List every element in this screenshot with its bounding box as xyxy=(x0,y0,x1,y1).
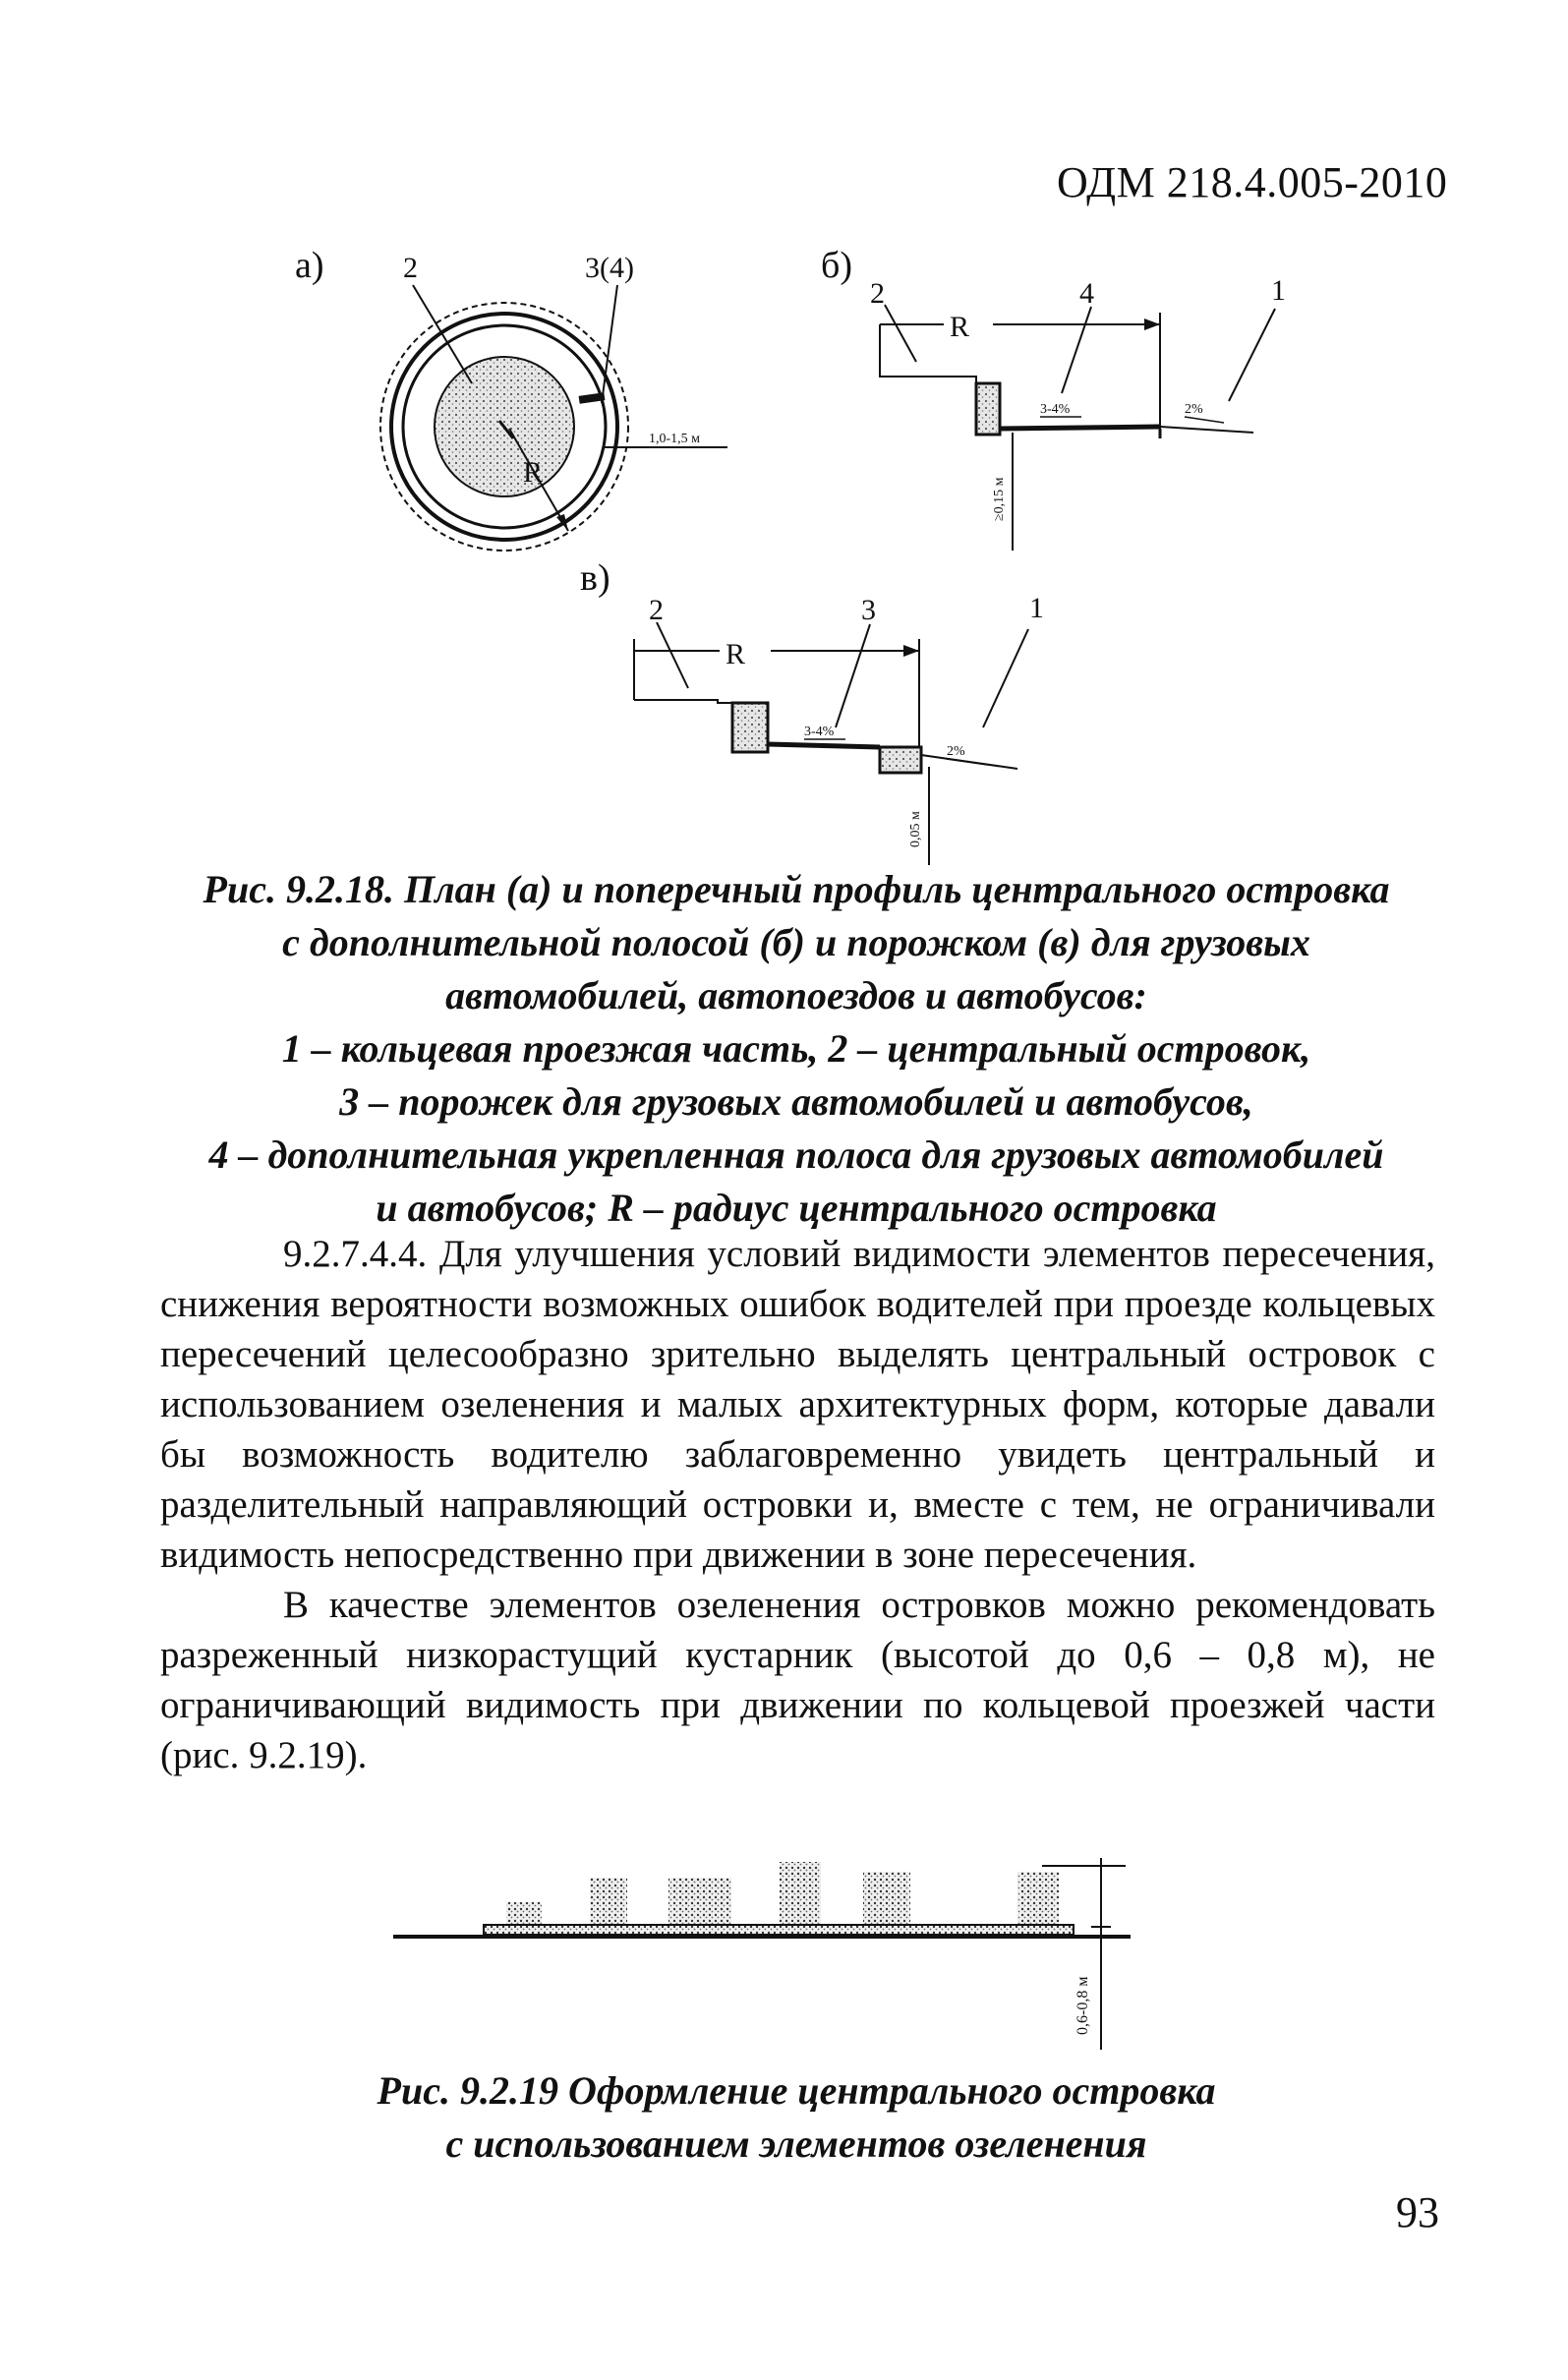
panel-c-slope-1: 3-4% xyxy=(804,725,835,739)
panel-c-threshold xyxy=(880,747,921,773)
height-label: 0,6-0,8 м xyxy=(1074,1976,1091,2035)
caption-line: и автобусов; R – радиус центрального островка xyxy=(376,1186,1217,1230)
shrub xyxy=(780,1862,821,1927)
panel-a-plan xyxy=(295,245,727,551)
caption-line: с дополнительной полосой (б) и порожком (в) для грузовых xyxy=(282,920,1310,964)
panel-a-label: а) xyxy=(295,245,324,286)
panel-c-callout-2: 2 xyxy=(649,594,664,626)
greenery-profile xyxy=(393,1858,1131,2050)
panel-a-callout-2: 2 xyxy=(403,252,418,284)
panel-b-profile xyxy=(821,245,1286,551)
island-surface xyxy=(484,1925,1074,1935)
document-code: ОДМ 218.4.005-2010 xyxy=(1057,158,1448,206)
panel-c-profile xyxy=(580,557,1044,865)
caption-line: 3 – порожек для грузовых автомобилей и автобусов, xyxy=(339,1079,1253,1124)
panel-a-width-label: 1,0-1,5 м xyxy=(649,432,701,446)
shrub xyxy=(1017,1872,1059,1927)
panel-b-callout-4: 4 xyxy=(1079,277,1094,310)
panel-a-callout-3-4: 3(4) xyxy=(585,252,634,284)
caption-line: с использованием элементов озеленения xyxy=(445,2121,1147,2166)
caption-line: Рис. 9.2.18. План (а) и поперечный профиль центрального островка xyxy=(203,867,1390,911)
shrub xyxy=(590,1878,627,1927)
panel-c-slope-2: 2% xyxy=(947,744,965,759)
panel-b-radius-label: R xyxy=(950,311,970,343)
panel-c-curb xyxy=(732,703,768,752)
panel-b-callout-2: 2 xyxy=(870,277,885,310)
panel-c-callout-1: 1 xyxy=(1029,592,1044,624)
paragraph: 9.2.7.4.4. Для улучшения условий видимости элементов пересечения, снижения вероятности возможных ошибок водителей при проезде кольцевых пересечений целесообразно зрительно выделять центральный островок с использованием озеленения и малых архитектурных форм, которые давали бы возможность водителю заблаговременно увидеть центральный и разделительный направляющий островки и, вместе с тем, не ограничивали видимость непосредственно при движении в зоне пересечения. xyxy=(160,1233,1435,1576)
panel-b-callout-1: 1 xyxy=(1271,274,1286,307)
caption-line: автомобилей, автопоездов и автобусов: xyxy=(445,973,1147,1017)
shrub xyxy=(506,1902,542,1927)
caption-line: Рис. 9.2.19 Оформление центрального островка xyxy=(377,2068,1216,2113)
panel-c-callout-3: 3 xyxy=(861,594,876,626)
panel-c-radius-label: R xyxy=(726,638,746,670)
body-text xyxy=(160,1229,1435,1780)
panel-c-label: в) xyxy=(580,557,610,599)
panel-b-curb xyxy=(976,383,1000,435)
panel-b-label: б) xyxy=(821,245,852,286)
panel-a-radius-label: R xyxy=(523,456,544,489)
page-number: 93 xyxy=(1396,2188,1439,2236)
figure-9-2-19-caption xyxy=(177,2064,1416,2171)
shrub xyxy=(863,1872,910,1927)
shrub xyxy=(668,1878,731,1927)
paragraph: В качестве элементов озеленения островков можно рекомендовать разреженный низкорастущий кустарник (высотой до 0,6 – 0,8 м), не ограничивающий видимость при движении по кольцевой проезжей части (рис. 9.2.19). xyxy=(160,1584,1435,1776)
panel-b-slope-2: 2% xyxy=(1185,402,1203,417)
figure-9-2-18 xyxy=(0,0,1568,865)
panel-c-height-label: 0,05 м xyxy=(908,811,923,847)
caption-line: 4 – дополнительная укрепленная полоса для грузовых автомобилей xyxy=(208,1132,1384,1177)
panel-b-height-label: ≥0,15 м xyxy=(992,477,1007,521)
caption-line: 1 – кольцевая проезжая часть, 2 – центральный островок, xyxy=(281,1026,1311,1071)
panel-b-slope-1: 3-4% xyxy=(1040,402,1071,417)
figure-9-2-18-caption xyxy=(157,863,1435,1235)
